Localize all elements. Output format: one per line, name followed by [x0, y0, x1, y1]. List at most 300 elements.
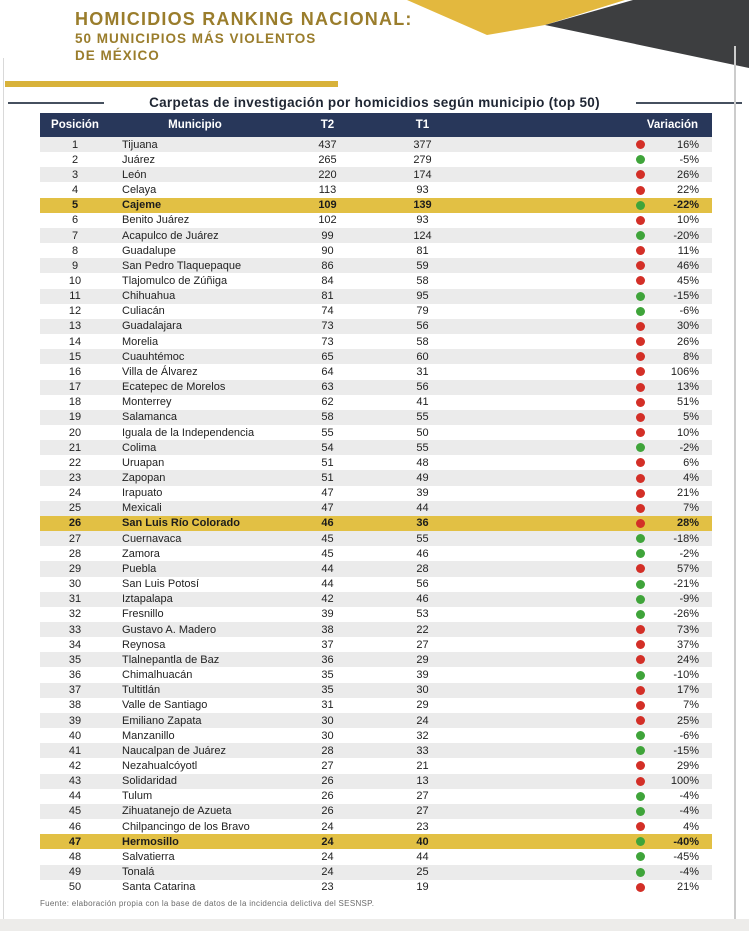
position-cell: 39 — [68, 714, 82, 727]
variation-cell — [470, 578, 712, 590]
table-row — [40, 319, 712, 334]
position-cell: 22 — [68, 456, 82, 469]
variation-value: 45% — [676, 274, 699, 287]
t1-cell: 60 — [416, 350, 429, 363]
municipality-cell: Cuauhtémoc — [122, 350, 185, 363]
table-row — [40, 410, 712, 425]
t2-cell: 74 — [321, 305, 334, 318]
variation-value: -4% — [679, 790, 699, 803]
t2-cell: 42 — [321, 593, 334, 606]
variation-dot-icon — [636, 443, 645, 452]
position-cell: 40 — [68, 729, 82, 742]
variation-cell — [470, 790, 712, 802]
variation-value: 17% — [676, 684, 699, 697]
variation-dot-icon — [636, 625, 645, 634]
position-cell: 35 — [68, 653, 82, 666]
municipality-cell: Morelia — [122, 335, 159, 348]
table-row — [40, 182, 712, 197]
municipality-cell: Salamanca — [122, 411, 178, 424]
source-note: Fuente: elaboración propia con la base de datos de la incidencia delictiva del SESNSP. — [40, 899, 375, 908]
variation-value: 13% — [676, 381, 699, 394]
table-row — [40, 152, 712, 167]
variation-dot-icon — [636, 367, 645, 376]
position-cell: 1 — [71, 138, 79, 151]
t2-cell: 35 — [321, 684, 334, 697]
municipality-cell: Mexicali — [122, 502, 162, 515]
t1-cell: 55 — [416, 411, 429, 424]
municipality-cell: Naucalpan de Juárez — [122, 744, 226, 757]
table-row — [40, 531, 712, 546]
variation-value: -2% — [679, 547, 699, 560]
table-row — [40, 243, 712, 258]
t2-cell: 27 — [321, 759, 334, 772]
variation-dot-icon — [636, 883, 645, 892]
municipality-cell: Iztapalapa — [122, 593, 173, 606]
variation-dot-icon — [636, 383, 645, 392]
t1-cell: 58 — [416, 335, 429, 348]
municipality-cell: Tulum — [122, 790, 153, 803]
t2-cell: 51 — [321, 456, 334, 469]
municipality-cell: Benito Juárez — [122, 214, 190, 227]
variation-cell — [470, 775, 712, 787]
variation-dot-icon — [636, 595, 645, 604]
variation-value: 21% — [676, 881, 699, 894]
t1-cell: 279 — [413, 153, 432, 166]
municipality-cell: Tonalá — [122, 866, 155, 879]
variation-value: -21% — [673, 578, 699, 591]
variation-cell — [470, 502, 712, 514]
t2-cell: 37 — [321, 638, 334, 651]
t2-cell: 47 — [321, 502, 334, 515]
table-row — [40, 364, 712, 379]
variation-value: 4% — [683, 472, 699, 485]
position-cell: 41 — [68, 744, 82, 757]
variation-dot-icon — [636, 564, 645, 573]
variation-value: -9% — [679, 593, 699, 606]
variation-cell — [470, 199, 712, 211]
t1-cell: 39 — [416, 669, 429, 682]
t1-cell: 58 — [416, 274, 429, 287]
table-row — [40, 334, 712, 349]
variation-dot-icon — [636, 792, 645, 801]
variation-value: 8% — [683, 350, 699, 363]
variation-cell — [470, 139, 712, 151]
table-row — [40, 546, 712, 561]
variation-value: 21% — [676, 487, 699, 500]
t1-cell: 44 — [416, 850, 429, 863]
t1-cell: 56 — [416, 320, 429, 333]
municipality-cell: Iguala de la Independencia — [122, 426, 255, 439]
t2-cell: 36 — [321, 653, 334, 666]
t2-cell: 30 — [321, 729, 334, 742]
variation-cell — [470, 305, 712, 317]
position-cell: 42 — [68, 759, 82, 772]
variation-cell — [470, 320, 712, 332]
variation-value: -6% — [679, 305, 699, 318]
position-cell: 6 — [71, 214, 79, 227]
variation-dot-icon — [636, 852, 645, 861]
table-row — [40, 228, 712, 243]
t1-cell: 55 — [416, 441, 429, 454]
variation-cell — [470, 730, 712, 742]
variation-value: -26% — [673, 608, 699, 621]
subtitle-rule-right — [636, 102, 742, 104]
table-row — [40, 834, 712, 849]
municipality-cell: San Pedro Tlaquepaque — [122, 259, 242, 272]
variation-dot-icon — [636, 428, 645, 437]
municipality-cell: Tijuana — [122, 138, 158, 151]
table-body — [40, 137, 712, 895]
variation-cell — [470, 260, 712, 272]
table-row — [40, 865, 712, 880]
municipality-cell: Gustavo A. Madero — [122, 623, 217, 636]
position-cell: 34 — [68, 638, 82, 651]
table-row — [40, 728, 712, 743]
variation-cell — [470, 230, 712, 242]
t2-cell: 55 — [321, 426, 334, 439]
municipality-cell: Puebla — [122, 562, 157, 575]
t2-cell: 63 — [321, 381, 334, 394]
t1-cell: 79 — [416, 305, 429, 318]
t1-cell: 174 — [413, 168, 432, 181]
variation-value: 5% — [683, 411, 699, 424]
variation-dot-icon — [636, 731, 645, 740]
variation-cell — [470, 214, 712, 226]
variation-cell — [470, 593, 712, 605]
t2-cell: 28 — [321, 744, 334, 757]
position-cell: 20 — [68, 426, 82, 439]
title-line-1: HOMICIDIOS RANKING NACIONAL: — [75, 9, 413, 29]
variation-dot-icon — [636, 201, 645, 210]
position-cell: 10 — [68, 274, 82, 287]
variation-dot-icon — [636, 276, 645, 285]
t1-cell: 53 — [416, 608, 429, 621]
municipality-cell: Fresnillo — [122, 608, 164, 621]
variation-cell — [470, 290, 712, 302]
variation-value: -2% — [679, 441, 699, 454]
variation-dot-icon — [636, 261, 645, 270]
municipality-cell: Colima — [122, 441, 157, 454]
table-row — [40, 789, 712, 804]
variation-value: -20% — [673, 229, 699, 242]
variation-cell — [470, 517, 712, 529]
t1-cell: 377 — [413, 138, 432, 151]
variation-dot-icon — [636, 231, 645, 240]
table-row — [40, 683, 712, 698]
municipality-cell: Chihuahua — [122, 290, 176, 303]
variation-dot-icon — [636, 458, 645, 467]
variation-dot-icon — [636, 701, 645, 710]
variation-value: -15% — [673, 744, 699, 757]
variation-dot-icon — [636, 337, 645, 346]
variation-value: 7% — [683, 699, 699, 712]
position-cell: 33 — [68, 623, 82, 636]
variation-cell — [470, 275, 712, 287]
variation-value: -22% — [673, 199, 699, 212]
t1-cell: 33 — [416, 744, 429, 757]
municipality-cell: Zapopan — [122, 472, 166, 485]
table-row — [40, 849, 712, 864]
variation-dot-icon — [636, 413, 645, 422]
t2-cell: 62 — [321, 396, 334, 409]
t1-cell: 13 — [416, 775, 429, 788]
page-edge-left — [3, 58, 4, 931]
position-cell: 49 — [68, 866, 82, 879]
t1-cell: 29 — [416, 653, 429, 666]
variation-cell — [470, 866, 712, 878]
municipality-cell: Tultitlán — [122, 684, 161, 697]
variation-cell — [470, 336, 712, 348]
t1-cell: 93 — [416, 184, 429, 197]
table-caption: Carpetas de investigación por homicidios según municipio (top 50) — [149, 95, 600, 110]
municipality-cell: Salvatierra — [122, 850, 175, 863]
variation-cell — [470, 624, 712, 636]
variation-cell — [470, 457, 712, 469]
variation-cell — [470, 760, 712, 772]
table-row — [40, 637, 712, 652]
t2-cell: 38 — [321, 623, 334, 636]
variation-dot-icon — [636, 246, 645, 255]
variation-cell — [470, 699, 712, 711]
table-row — [40, 880, 712, 895]
position-cell: 21 — [68, 441, 82, 454]
variation-cell — [470, 169, 712, 181]
variation-dot-icon — [636, 640, 645, 649]
t1-cell: 46 — [416, 593, 429, 606]
t1-cell: 32 — [416, 729, 429, 742]
variation-value: 10% — [676, 426, 699, 439]
variation-cell — [470, 821, 712, 833]
table-row — [40, 167, 712, 182]
t2-cell: 102 — [318, 214, 337, 227]
table-row — [40, 622, 712, 637]
table-row — [40, 561, 712, 576]
t1-cell: 27 — [416, 790, 429, 803]
t1-cell: 56 — [416, 578, 429, 591]
variation-value: -5% — [679, 153, 699, 166]
variation-cell — [470, 715, 712, 727]
variation-cell — [470, 245, 712, 257]
t1-cell: 49 — [416, 472, 429, 485]
variation-dot-icon — [636, 398, 645, 407]
municipality-cell: Nezahualcóyotl — [122, 759, 198, 772]
variation-cell — [470, 411, 712, 423]
municipality-cell: Tlalnepantla de Baz — [122, 653, 220, 666]
variation-value: 24% — [676, 653, 699, 666]
position-cell: 31 — [68, 593, 82, 606]
variation-dot-icon — [636, 352, 645, 361]
variation-value: -45% — [673, 850, 699, 863]
municipality-cell: Guadalajara — [122, 320, 182, 333]
col-header-variacion: Variación — [646, 119, 698, 131]
table-row — [40, 137, 712, 152]
t1-cell: 44 — [416, 502, 429, 515]
table-row — [40, 440, 712, 455]
table-row — [40, 667, 712, 682]
position-cell: 50 — [68, 881, 82, 894]
table-row — [40, 304, 712, 319]
t1-cell: 25 — [416, 866, 429, 879]
position-cell: 24 — [68, 487, 82, 500]
table-row — [40, 592, 712, 607]
variation-dot-icon — [636, 504, 645, 513]
t2-cell: 65 — [321, 350, 334, 363]
t2-cell: 24 — [321, 850, 334, 863]
position-cell: 3 — [71, 168, 79, 181]
page-title — [75, 8, 413, 64]
variation-cell — [470, 851, 712, 863]
variation-cell — [470, 563, 712, 575]
t2-cell: 220 — [318, 168, 337, 181]
t1-cell: 23 — [416, 820, 429, 833]
position-cell: 46 — [68, 820, 82, 833]
position-cell: 19 — [68, 411, 82, 424]
variation-dot-icon — [636, 761, 645, 770]
municipality-cell: Monterrey — [122, 396, 172, 409]
position-cell: 5 — [71, 199, 79, 212]
position-cell: 13 — [68, 320, 82, 333]
variation-cell — [470, 745, 712, 757]
t2-cell: 45 — [321, 532, 334, 545]
position-cell: 44 — [68, 790, 82, 803]
t2-cell: 73 — [321, 320, 334, 333]
variation-value: 22% — [676, 184, 699, 197]
municipality-cell: San Luis Río Colorado — [122, 517, 240, 530]
t1-cell: 39 — [416, 487, 429, 500]
table-row — [40, 774, 712, 789]
table-row — [40, 213, 712, 228]
t2-cell: 86 — [321, 259, 334, 272]
t2-cell: 45 — [321, 547, 334, 560]
position-cell: 11 — [69, 290, 81, 303]
table-row — [40, 713, 712, 728]
variation-cell — [470, 351, 712, 363]
t2-cell: 24 — [321, 835, 334, 848]
position-cell: 8 — [71, 244, 79, 257]
variation-dot-icon — [636, 216, 645, 225]
title-line-3: DE MÉXICO — [75, 48, 160, 63]
t1-cell: 41 — [416, 396, 429, 409]
variation-cell — [470, 805, 712, 817]
t2-cell: 35 — [321, 669, 334, 682]
table-row — [40, 455, 712, 470]
municipality-cell: Valle de Santiago — [122, 699, 208, 712]
t1-cell: 48 — [416, 456, 429, 469]
t2-cell: 23 — [321, 881, 334, 894]
t2-cell: 113 — [318, 184, 337, 197]
variation-dot-icon — [636, 322, 645, 331]
position-cell: 25 — [68, 502, 82, 515]
variation-value: 26% — [676, 335, 699, 348]
variation-value: 46% — [676, 259, 699, 272]
position-cell: 38 — [68, 699, 82, 712]
position-cell: 45 — [68, 805, 82, 818]
table-row — [40, 652, 712, 667]
page-edge-bottom — [0, 919, 749, 931]
position-cell: 7 — [71, 229, 79, 242]
municipality-cell: Acapulco de Juárez — [122, 229, 219, 242]
t1-cell: 124 — [413, 229, 432, 242]
position-cell: 37 — [68, 684, 82, 697]
t2-cell: 31 — [321, 699, 334, 712]
t1-cell: 59 — [416, 259, 429, 272]
title-line-2: 50 MUNICIPIOS MÁS VIOLENTOS — [75, 31, 317, 46]
position-cell: 30 — [68, 578, 82, 591]
position-cell: 48 — [68, 850, 82, 863]
t1-cell: 27 — [416, 638, 429, 651]
position-cell: 4 — [71, 184, 79, 197]
t1-cell: 55 — [416, 532, 429, 545]
variation-cell — [470, 836, 712, 848]
position-cell: 29 — [68, 562, 82, 575]
municipality-cell: León — [122, 168, 147, 181]
variation-dot-icon — [636, 716, 645, 725]
table-row — [40, 470, 712, 485]
variation-dot-icon — [636, 186, 645, 195]
position-cell: 12 — [68, 305, 82, 318]
t1-cell: 139 — [413, 199, 432, 212]
table-row — [40, 819, 712, 834]
table-row — [40, 198, 712, 213]
variation-dot-icon — [636, 489, 645, 498]
gold-accent-bar — [5, 81, 338, 87]
position-cell: 43 — [68, 775, 82, 788]
t2-cell: 30 — [321, 714, 334, 727]
variation-value: 37% — [676, 638, 699, 651]
variation-value: 16% — [676, 138, 699, 151]
municipality-cell: Reynosa — [122, 638, 166, 651]
variation-value: 28% — [676, 517, 699, 530]
variation-dot-icon — [636, 580, 645, 589]
variation-cell — [470, 442, 712, 454]
municipality-cell: Irapuato — [122, 487, 163, 500]
t1-cell: 93 — [416, 214, 429, 227]
t1-cell: 24 — [416, 714, 429, 727]
t1-cell: 27 — [416, 805, 429, 818]
variation-cell — [470, 881, 712, 893]
variation-value: 10% — [676, 214, 699, 227]
t2-cell: 99 — [321, 229, 334, 242]
variation-value: -4% — [679, 805, 699, 818]
variation-value: 100% — [670, 775, 699, 788]
table-row — [40, 486, 712, 501]
municipality-cell: Cajeme — [122, 199, 162, 212]
variation-dot-icon — [636, 549, 645, 558]
position-cell: 23 — [68, 472, 82, 485]
municipality-cell: Manzanillo — [122, 729, 175, 742]
variation-value: -10% — [673, 669, 699, 682]
t1-cell: 40 — [416, 835, 429, 848]
variation-value: 30% — [676, 320, 699, 333]
municipality-cell: Zamora — [122, 547, 160, 560]
t1-cell: 21 — [416, 759, 429, 772]
variation-cell — [470, 427, 712, 439]
table-row — [40, 380, 712, 395]
municipality-cell: Culiacán — [122, 305, 165, 318]
position-cell: 9 — [71, 259, 79, 272]
position-cell: 28 — [68, 547, 82, 560]
t2-cell: 51 — [321, 472, 334, 485]
t2-cell: 84 — [321, 274, 334, 287]
municipality-cell: Solidaridad — [122, 775, 178, 788]
table-row — [40, 258, 712, 273]
variation-dot-icon — [636, 534, 645, 543]
t2-cell: 44 — [321, 562, 334, 575]
col-header-t2: T2 — [320, 119, 335, 131]
t2-cell: 90 — [321, 244, 334, 257]
variation-cell — [470, 548, 712, 560]
table-row — [40, 758, 712, 773]
